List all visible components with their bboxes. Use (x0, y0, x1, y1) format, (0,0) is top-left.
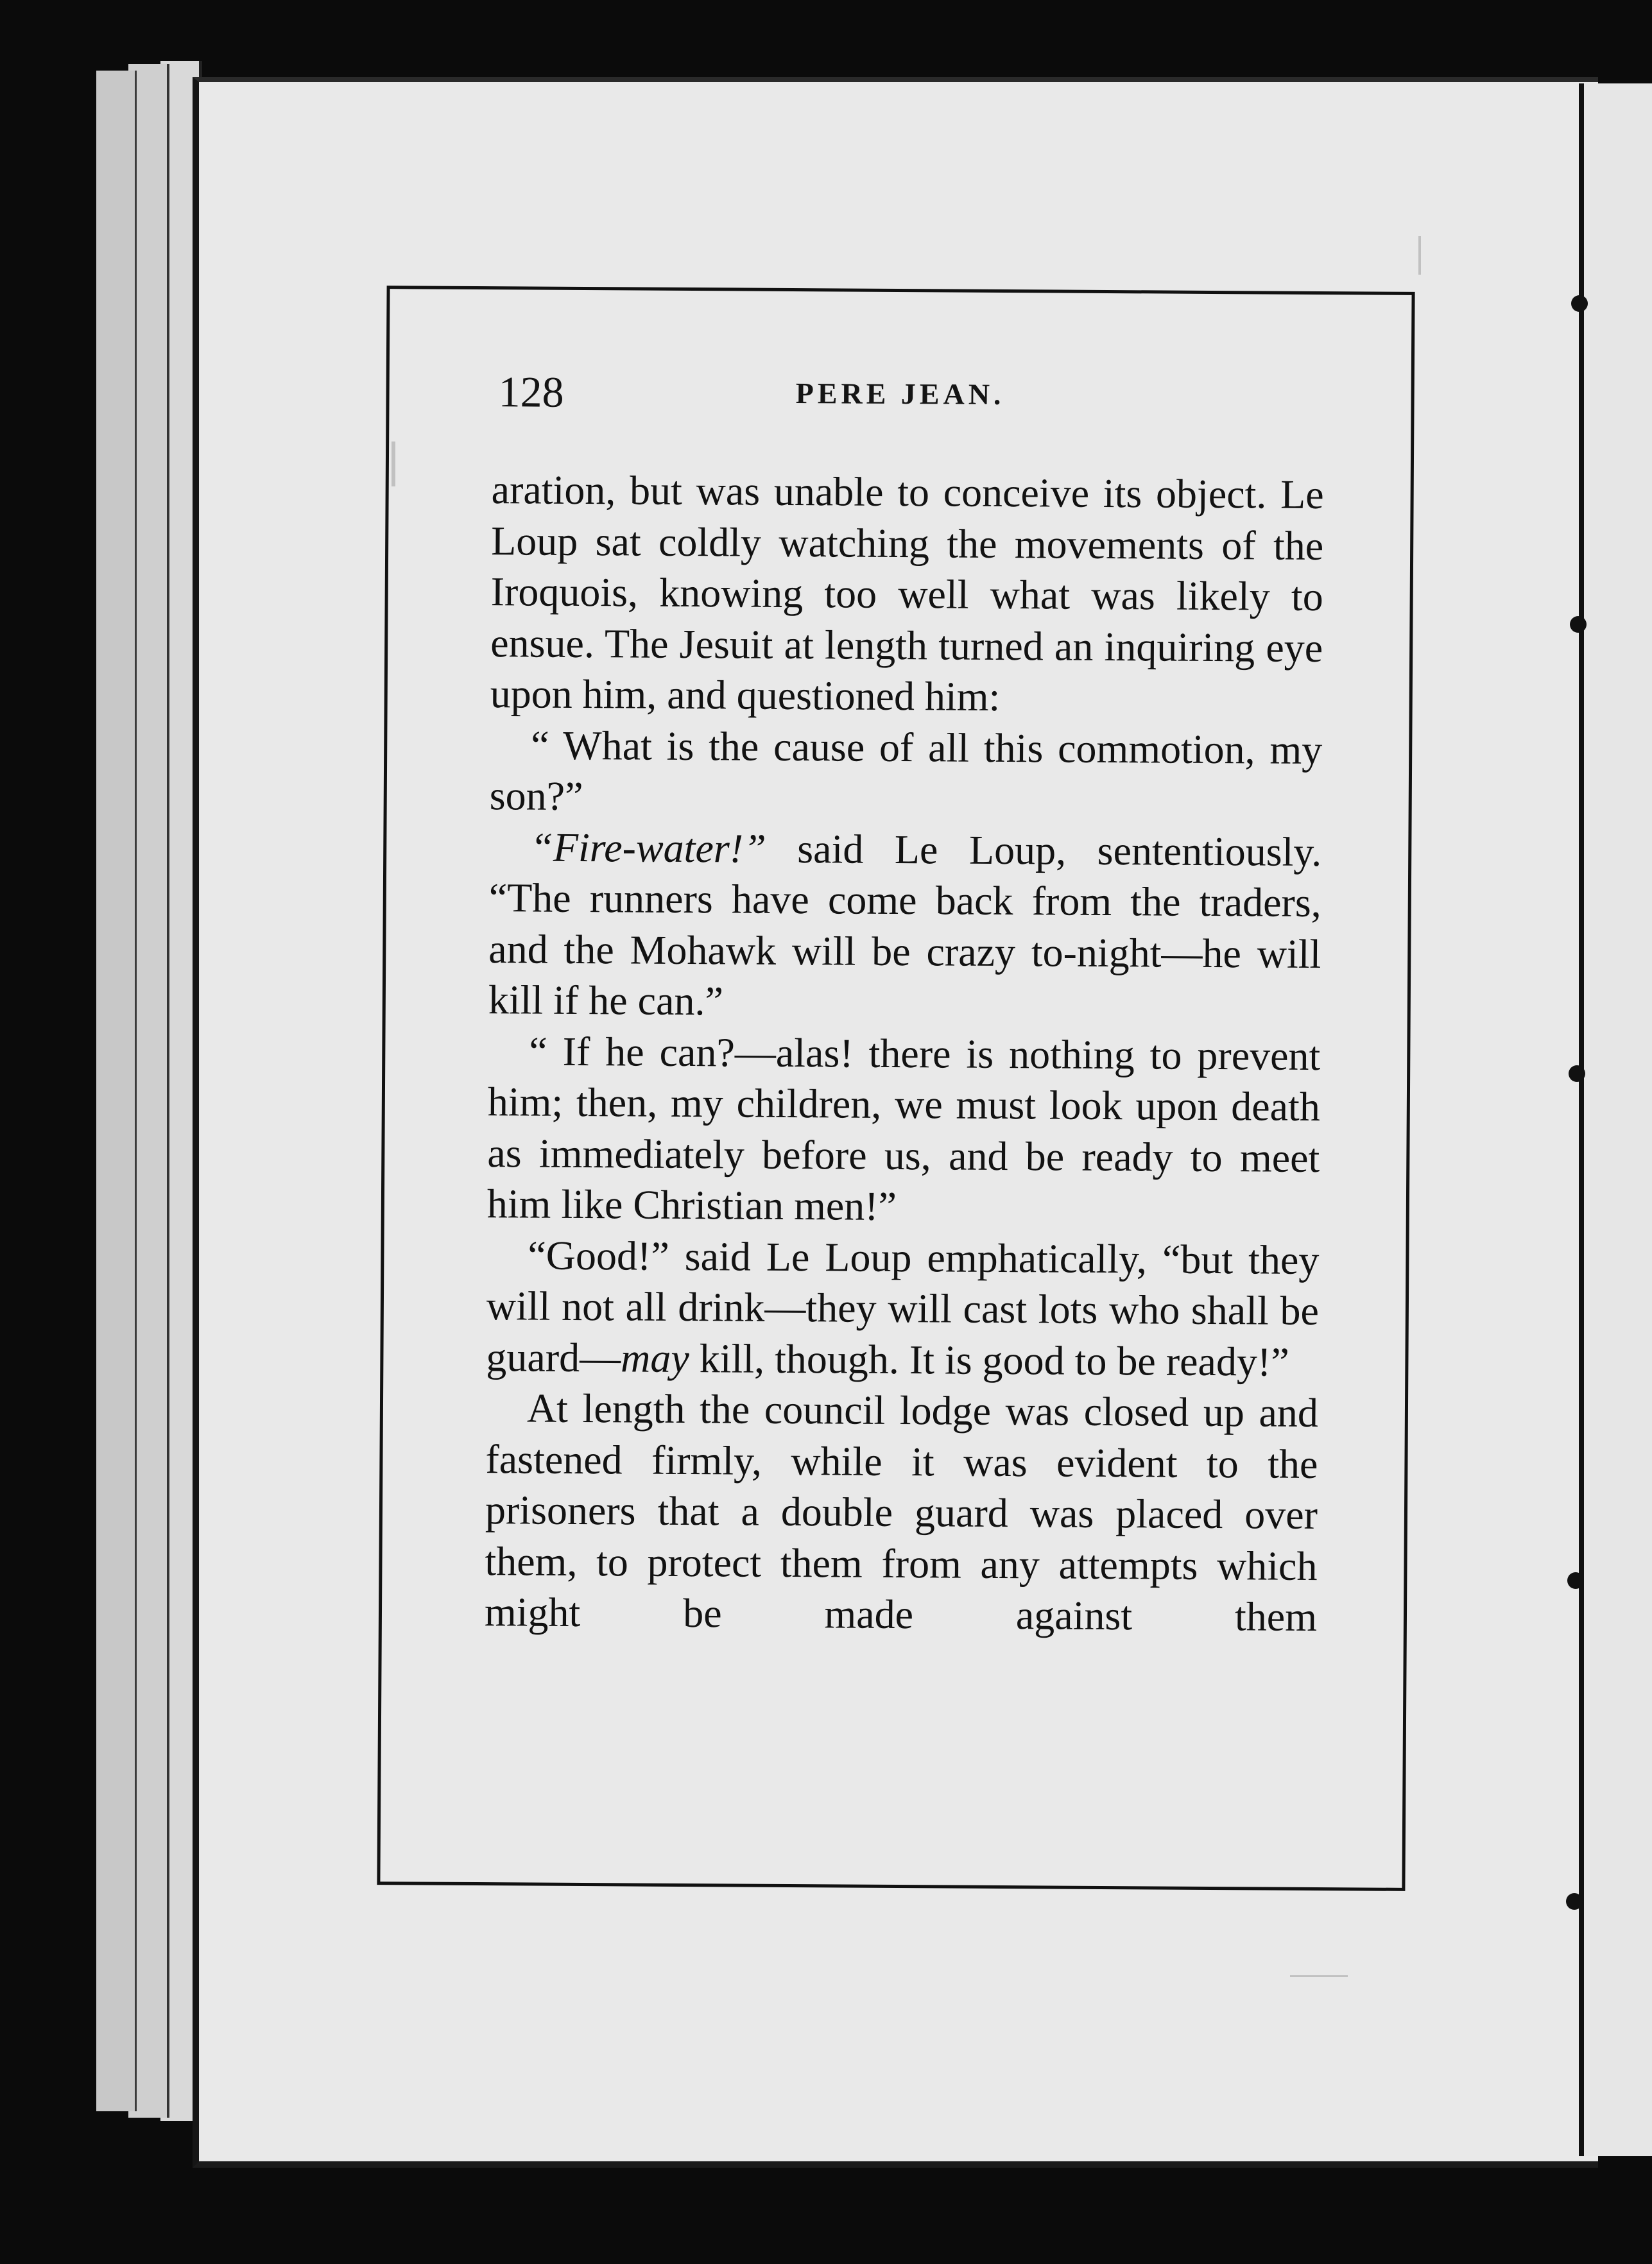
facing-page-edge (1579, 83, 1652, 2156)
binding-thread-knot (1569, 1065, 1585, 1082)
paragraph: “ What is the cause of all this commotion, my son?” (489, 722, 1323, 819)
running-title: PERE JEAN. (795, 377, 1005, 411)
paragraph-text: “Good!” said Le Loup emphatically, “but they will not all drink—they will cast lots who shall be guard— (486, 1232, 1320, 1380)
body-text (485, 464, 1324, 1642)
italic-quote: “Fire-water!” (530, 824, 766, 871)
text-frame (377, 286, 1415, 1891)
paragraph-text: kill, though. It is good to be ready!” (689, 1335, 1289, 1385)
italic-word: may (620, 1334, 689, 1381)
paragraph (486, 1230, 1319, 1387)
paper-speck (1418, 236, 1421, 275)
paragraph: At length the council lodge was closed up and fastened firmly, while it was evident to the prisoners that a double guard was placed over them, to protect them from any attempts which might be made against them (484, 1385, 1319, 1640)
page-edge (96, 71, 137, 2111)
binding-thread-knot (1570, 616, 1587, 633)
paper-speck (1290, 1975, 1348, 1977)
running-head (498, 366, 1302, 429)
binding-thread-knot (1571, 295, 1588, 312)
binding-thread-knot (1566, 1893, 1583, 1910)
page-number: 128 (498, 367, 564, 416)
paragraph (488, 821, 1322, 1031)
paragraph: “ If he can?—alas! there is nothing to prevent him; then, my children, we must look upon death as immediately before us, and be ready to meet him like Christian men!” (486, 1028, 1321, 1230)
paragraph: aration, but was unable to conceive its object. Le Loup sat coldly watching the movements of the Iroquois, knowing too well what was likely to ensue. The Jesuit at length turned an inquiring eye upon him, and questioned him: (490, 467, 1324, 719)
binding-thread-knot (1567, 1572, 1584, 1589)
paragraph-text: said Le Loup, sententiously. “The runners have come back from the traders, and the Mohawk will be crazy to-night—he will kill if he can.” (488, 825, 1322, 1024)
